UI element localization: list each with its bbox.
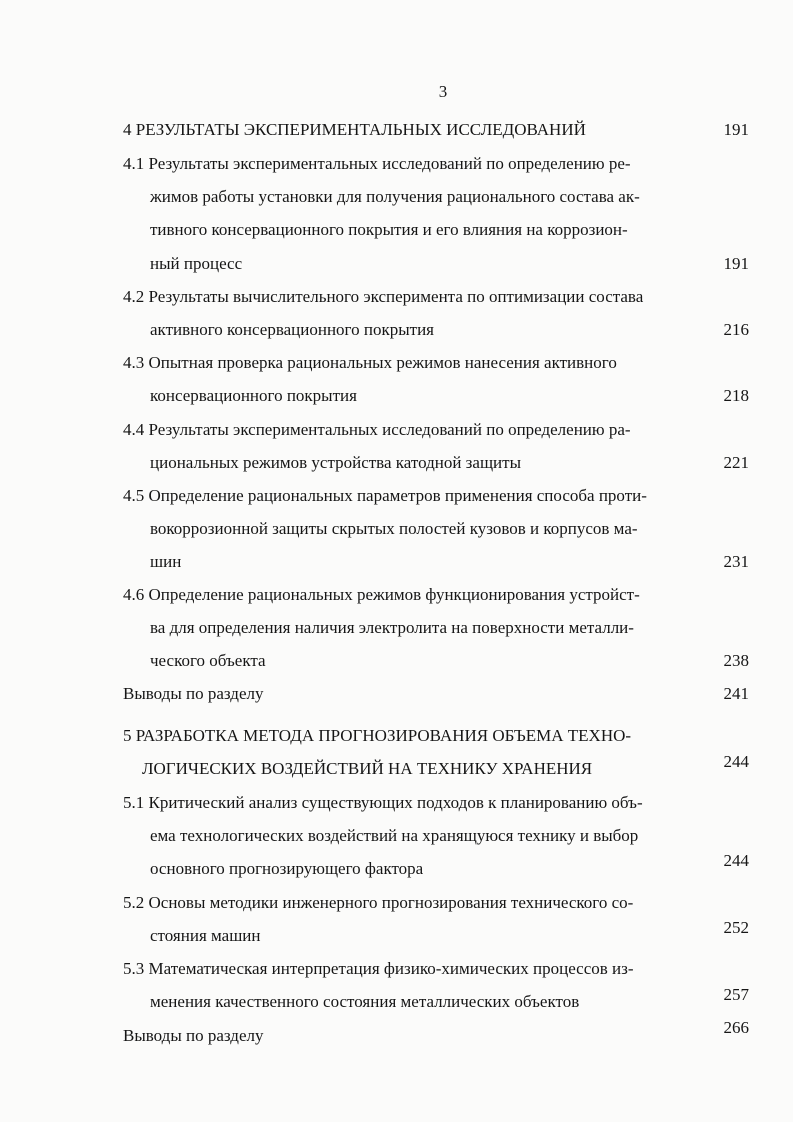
toc-entry-4-1-line-2: жимов работы установки для получения рационального состава ак-: [150, 187, 640, 206]
toc-entry-4-4-line-2: циональных режимов устройства катодной защиты: [150, 453, 521, 472]
toc-entry-4-4-line-1: 4.4 Результаты экспериментальных исследований по определению ра-: [123, 420, 631, 439]
toc-entry-5-1-line-2: ема технологических воздействий на хранящуюся технику и выбор: [150, 826, 639, 845]
toc-entry-4-5-line-3: шин: [150, 552, 182, 571]
toc-entry-5-2-line-2: стояния машин: [150, 926, 261, 945]
toc-chapter-4-conclusions-page: 241: [723, 684, 749, 703]
toc-entry-4-3-page: 218: [723, 386, 749, 405]
toc-entry-5-3-line-1: 5.3 Математическая интерпретация физико-химических процессов из-: [123, 959, 634, 978]
toc-entry-4-1-line-4: ный процесс: [150, 254, 243, 273]
toc-entry-4-3-line-2: консервационного покрытия: [150, 386, 357, 405]
toc-entry-5-3-page: 257: [723, 985, 749, 1004]
toc-chapter-4-conclusions: Выводы по разделу: [123, 684, 264, 703]
toc-entry-4-1-line-1: 4.1 Результаты экспериментальных исследований по определению ре-: [123, 154, 631, 173]
toc-entry-4-6-line-3: ческого объекта: [150, 651, 266, 670]
toc-chapter-5-page: 244: [723, 752, 749, 771]
toc-entry-4-4-page: 221: [723, 453, 749, 472]
page-number: 3: [438, 82, 448, 101]
toc-entry-4-5-line-1: 4.5 Определение рациональных параметров применения способа проти-: [123, 486, 647, 505]
toc-entry-5-3-line-2: менения качественного состояния металлических объектов: [150, 992, 580, 1011]
toc-entry-5-2-line-1: 5.2 Основы методики инженерного прогнозирования технического со-: [123, 893, 634, 912]
toc-chapter-5-title-line-2: ЛОГИЧЕСКИХ ВОЗДЕЙСТВИЙ НА ТЕХНИКУ ХРАНЕНИЯ: [142, 759, 593, 778]
toc-chapter-5-conclusions: Выводы по разделу: [123, 1026, 264, 1045]
toc-entry-4-6-page: 238: [723, 651, 749, 670]
toc-entry-4-5-page: 231: [723, 552, 749, 571]
toc-chapter-4-page: 191: [723, 120, 749, 139]
toc-entry-4-3-line-1: 4.3 Опытная проверка рациональных режимов нанесения активного: [123, 353, 617, 372]
toc-entry-5-1-line-3: основного прогнозирующего фактора: [150, 859, 424, 878]
toc-entry-4-2-line-1: 4.2 Результаты вычислительного эксперимента по оптимизации состава: [123, 287, 644, 306]
toc-entry-4-6-line-2: ва для определения наличия электролита на поверхности металли-: [150, 618, 634, 637]
toc-entry-4-1-line-3: тивного консервационного покрытия и его влияния на коррозион-: [150, 220, 628, 239]
toc-entry-4-5-line-2: вокоррозионной защиты скрытых полостей кузовов и корпусов ма-: [150, 519, 638, 538]
toc-entry-5-2-page: 252: [723, 918, 749, 937]
toc-entry-5-1-line-1: 5.1 Критический анализ существующих подходов к планированию объ-: [123, 793, 643, 812]
toc-entry-4-6-line-1: 4.6 Определение рациональных режимов функционирования устройст-: [123, 585, 640, 604]
toc-entry-4-2-page: 216: [723, 320, 749, 339]
toc-chapter-5-conclusions-page: 266: [723, 1018, 749, 1037]
toc-chapter-5-title-line-1: 5 РАЗРАБОТКА МЕТОДА ПРОГНОЗИРОВАНИЯ ОБЪЕМА ТЕХНО-: [123, 726, 632, 745]
toc-entry-4-1-page: 191: [723, 254, 749, 273]
toc-entry-5-1-page: 244: [723, 851, 749, 870]
toc-chapter-4-title: 4 РЕЗУЛЬТАТЫ ЭКСПЕРИМЕНТАЛЬНЫХ ИССЛЕДОВАНИЙ: [123, 120, 586, 139]
toc-entry-4-2-line-2: активного консервационного покрытия: [150, 320, 434, 339]
